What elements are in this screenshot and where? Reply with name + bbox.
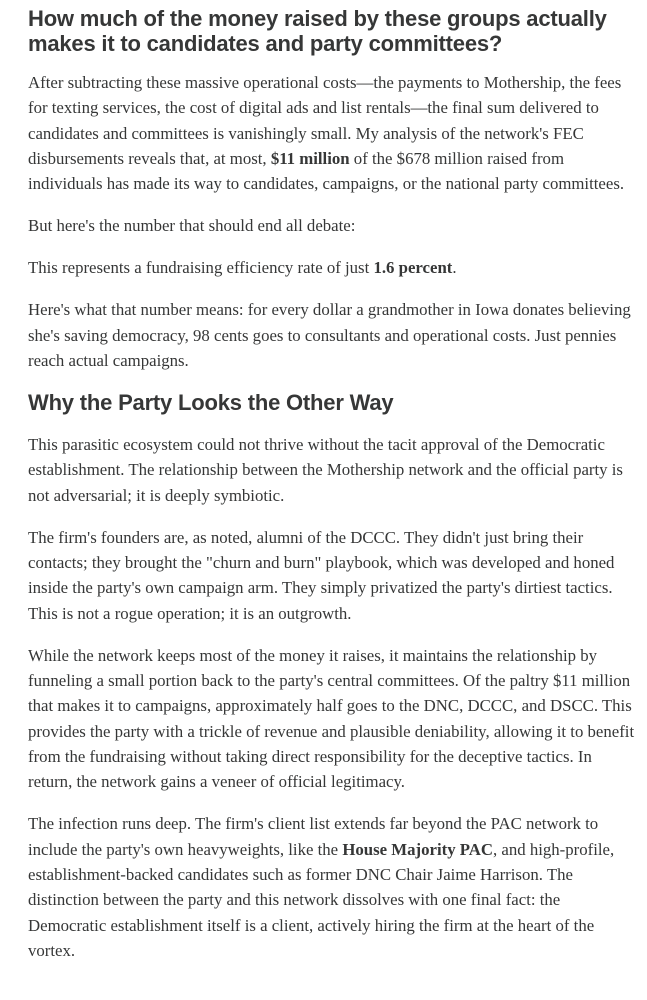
section-heading-party-looks-away: Why the Party Looks the Other Way: [28, 390, 394, 416]
section-heading-money-raised: How much of the money raised by these groups actually makes it to candidates and party committees?: [28, 6, 607, 56]
bold-efficiency-percent: 1.6 percent: [373, 258, 453, 278]
paragraph-firm-founders: The firm's founders are, as noted, alumni of the DCCC. They didn't just bring their contacts; they brought the "churn and burn" playbook, which was developed and honed inside the party's own campaign arm. They simply privatized the party's dirtiest tactics. This is not a rogue operation; it is an outgrowth.: [28, 527, 615, 623]
paragraph-text: .: [452, 258, 457, 278]
paragraph-text: of the $678 million raised from individuals has made its way to candidates, campaigns, or the national party committees.: [28, 148, 625, 194]
paragraph-end-debate: But here's the number that should end all debate:: [28, 216, 356, 236]
paragraph-text: The infection runs deep. The firm's client list extends far beyond the PAC network to include the party's own heavyweights, like the: [28, 814, 599, 859]
paragraph-operational-costs: [28, 70, 637, 196]
bold-amount-11-million: $11 million: [270, 148, 350, 168]
paragraph-text: , and high-profile, establishment-backed candidates such as former DNC Chair Jaime Harrison. The distinction between the party and this network dissolves with one final fact: the Democratic establishment itself is a client, actively hiring the firm at the heart of the vortex.: [28, 839, 615, 960]
paragraph-text: This represents a fundraising efficiency rate of just: [28, 258, 374, 278]
paragraph-text: After subtracting these massive operational costs—the payments to Mothership, the fees for texting services, the cost of digital ads and list rentals—the final sum delivered to candidates and committees is vanishingly small. My analysis of the network's FEC disbursements reveals that, at most,: [28, 73, 622, 168]
paragraph-parasitic-ecosystem: This parasitic ecosystem could not thrive without the tacit approval of the Democratic establishment. The relationship between the Mothership network and the official party is not adversarial; it is deeply symbiotic.: [28, 435, 623, 505]
paragraph-client-list: [28, 811, 637, 963]
paragraph-funneling-money: While the network keeps most of the money it raises, it maintains the relationship by funneling a small portion back to the party's central committees. Of the paltry $11 million that makes it to campaigns, approximately half goes to the DNC, DCCC, and DSCC. This provides the party with a trickle of revenue and plausible deniability, allowing it to benefit from the fundraising without taking direct responsibility for the deceptive tactics. In return, the network gains a veneer of official legitimacy.: [28, 645, 635, 792]
paragraph-efficiency-rate: [28, 255, 637, 280]
bold-house-majority-pac: House Majority PAC: [342, 839, 494, 859]
paragraph-dollar-meaning: Here's what that number means: for every dollar a grandmother in Iowa donates believing she's saving democracy, 98 cents goes to consultants and operational costs. Just pennies reach actual campaigns.: [28, 300, 631, 371]
